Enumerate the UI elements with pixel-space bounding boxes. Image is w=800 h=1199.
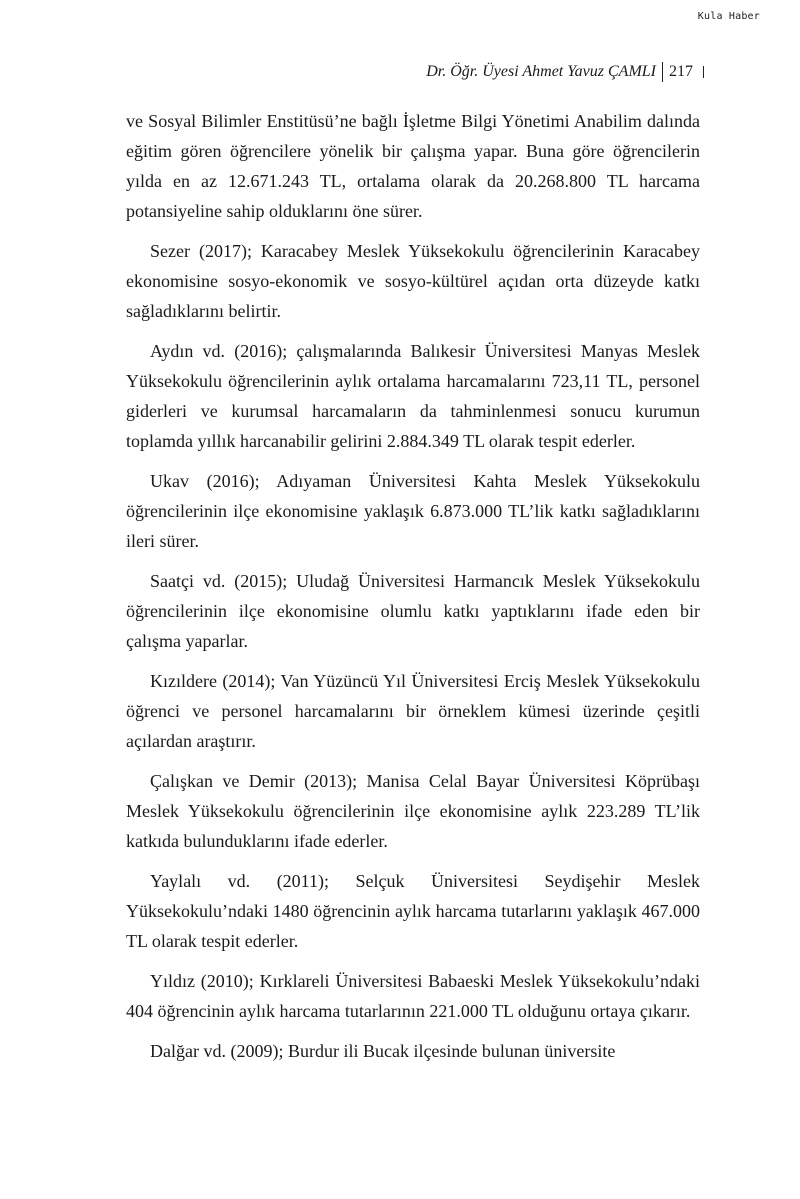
paragraph-dalgar: Dalğar vd. (2009); Burdur ili Bucak ilçesinde bulunan üniversite (150, 1041, 616, 1061)
watermark-text: Kula Haber (697, 11, 760, 22)
page-body (126, 106, 700, 1076)
page-number: 217 (669, 63, 693, 80)
paragraph-aydin: Aydın vd. (2016); çalışmalarında Balıkesir Üniversitesi Manyas Meslek Yüksekokulu öğrencilerinin aylık ortalama harcamalarını 723,11 TL, personel giderleri ve kurumsal harcamaların da tahminlenmesi sonucu kurumun toplamda yıllık harcanabilir gelirini 2.884.349 TL olarak tespit ederler. (126, 341, 700, 451)
paragraph-ukav: Ukav (2016); Adıyaman Üniversitesi Kahta Meslek Yüksekokulu öğrencilerinin ilçe ekonomisine yaklaşık 6.873.000 TL’lik katkı sağladıklarını ileri sürer. (126, 471, 700, 551)
paragraph-continued: ve Sosyal Bilimler Enstitüsü’ne bağlı İşletme Bilgi Yönetimi Anabilim dalında eğitim gören öğrencilere yönelik bir çalışma yapar. Buna göre öğrencilerin yılda en az 12.671.243 TL, ortalama olarak da 20.268.800 TL harcama potansiyeline sahip olduklarını öne sürer. (126, 111, 700, 221)
paragraph-kizildere: Kızıldere (2014); Van Yüzüncü Yıl Üniversitesi Erciş Meslek Yüksekokulu öğrenci ve personel harcamalarını bir örneklem kümesi üzerinde çeşitli açılardan araştırır. (126, 671, 700, 751)
paragraph-yildiz: Yıldız (2010); Kırklareli Üniversitesi Babaeski Meslek Yüksekokulu’ndaki 404 öğrencinin aylık harcama tutarlarının 221.000 TL olduğunu ortaya çıkarır. (126, 971, 700, 1021)
paragraph-sezer: Sezer (2017); Karacabey Meslek Yüksekokulu öğrencilerinin Karacabey ekonomisine sosyo-ekonomik ve sosyo-kültürel açıdan orta düzeyde katkı sağladıklarını belirtir. (126, 241, 700, 321)
header-divider-right (703, 66, 704, 78)
paragraph-saatci: Saatçi vd. (2015); Uludağ Üniversitesi Harmancık Meslek Yüksekokulu öğrencilerinin ilçe ekonomisine olumlu katkı yaptıklarını ifade eden bir çalışma yaparlar. (126, 571, 700, 651)
paragraph-caliskan: Çalışkan ve Demir (2013); Manisa Celal Bayar Üniversitesi Köprübaşı Meslek Yüksekokulu öğrencilerinin ilçe ekonomisine aylık 223.289 TL’lik katkıda bulunduklarını ifade ederler. (126, 771, 700, 851)
header-divider (662, 62, 663, 82)
running-header (426, 62, 704, 82)
header-author: Dr. Öğr. Üyesi Ahmet Yavuz ÇAMLI (426, 63, 656, 80)
paragraph-yaylali: Yaylalı vd. (2011); Selçuk Üniversitesi Seydişehir Meslek Yüksekokulu’ndaki 1480 öğrencinin aylık harcama tutarlarını yaklaşık 467.000 TL olarak tespit ederler. (126, 871, 700, 951)
